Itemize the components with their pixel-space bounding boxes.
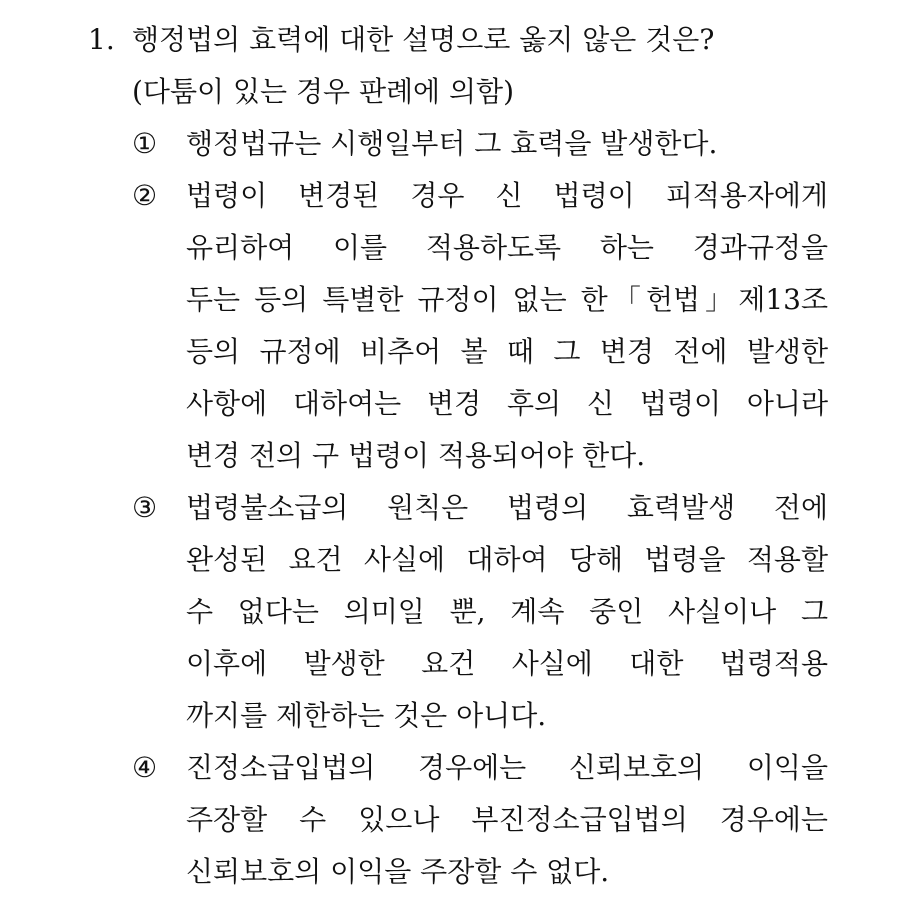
option-2-marker: ② bbox=[132, 179, 158, 212]
option-3-line: 완성된 요건 사실에 대하여 당해 법령을 적용할 bbox=[186, 543, 828, 576]
option-4[interactable] bbox=[88, 742, 828, 898]
option-2-line: 변경 전의 구 법령이 적용되어야 한다. bbox=[186, 439, 646, 472]
option-3[interactable] bbox=[88, 482, 828, 742]
option-4-line: 진정소급입법의 경우에는 신뢰보호의 이익을 bbox=[186, 751, 828, 784]
option-2-line: 두는 등의 특별한 규정이 없는 한「헌법」제13조 bbox=[186, 283, 828, 316]
option-2-line: 등의 규정에 비추어 볼 때 그 변경 전에 발생한 bbox=[186, 335, 828, 368]
option-1[interactable] bbox=[88, 118, 828, 170]
option-4-line: 주장할 수 있으나 부진정소급입법의 경우에는 bbox=[186, 803, 828, 836]
option-3-line: 이후에 발생한 요건 사실에 대한 법령적용 bbox=[186, 647, 828, 680]
option-3-line: 법령불소급의 원칙은 법령의 효력발생 전에 bbox=[186, 491, 828, 524]
option-1-line: 행정법규는 시행일부터 그 효력을 발생한다. bbox=[186, 127, 718, 160]
question-note: (다툼이 있는 경우 판례에 의함) bbox=[132, 75, 515, 108]
option-4-line: 신뢰보호의 이익을 주장할 수 없다. bbox=[186, 855, 610, 888]
option-3-marker: ③ bbox=[132, 491, 158, 524]
question-number: 1. bbox=[88, 23, 115, 56]
option-list bbox=[88, 118, 828, 898]
option-3-line: 수 없다는 의미일 뿐, 계속 중인 사실이나 그 bbox=[186, 595, 828, 628]
question-stem: 행정법의 효력에 대한 설명으로 옳지 않은 것은? bbox=[132, 23, 715, 56]
question-block bbox=[88, 14, 828, 898]
option-2-line: 사항에 대하여는 변경 후의 신 법령이 아니라 bbox=[186, 387, 828, 420]
option-3-line: 까지를 제한하는 것은 아니다. bbox=[186, 699, 547, 732]
option-4-marker: ④ bbox=[132, 751, 158, 784]
option-2-line: 법령이 변경된 경우 신 법령이 피적용자에게 bbox=[186, 179, 828, 212]
option-1-marker: ① bbox=[132, 127, 158, 160]
question-stem-line bbox=[88, 14, 828, 66]
option-2[interactable] bbox=[88, 170, 828, 482]
option-2-line: 유리하여 이를 적용하도록 하는 경과규정을 bbox=[186, 231, 828, 264]
